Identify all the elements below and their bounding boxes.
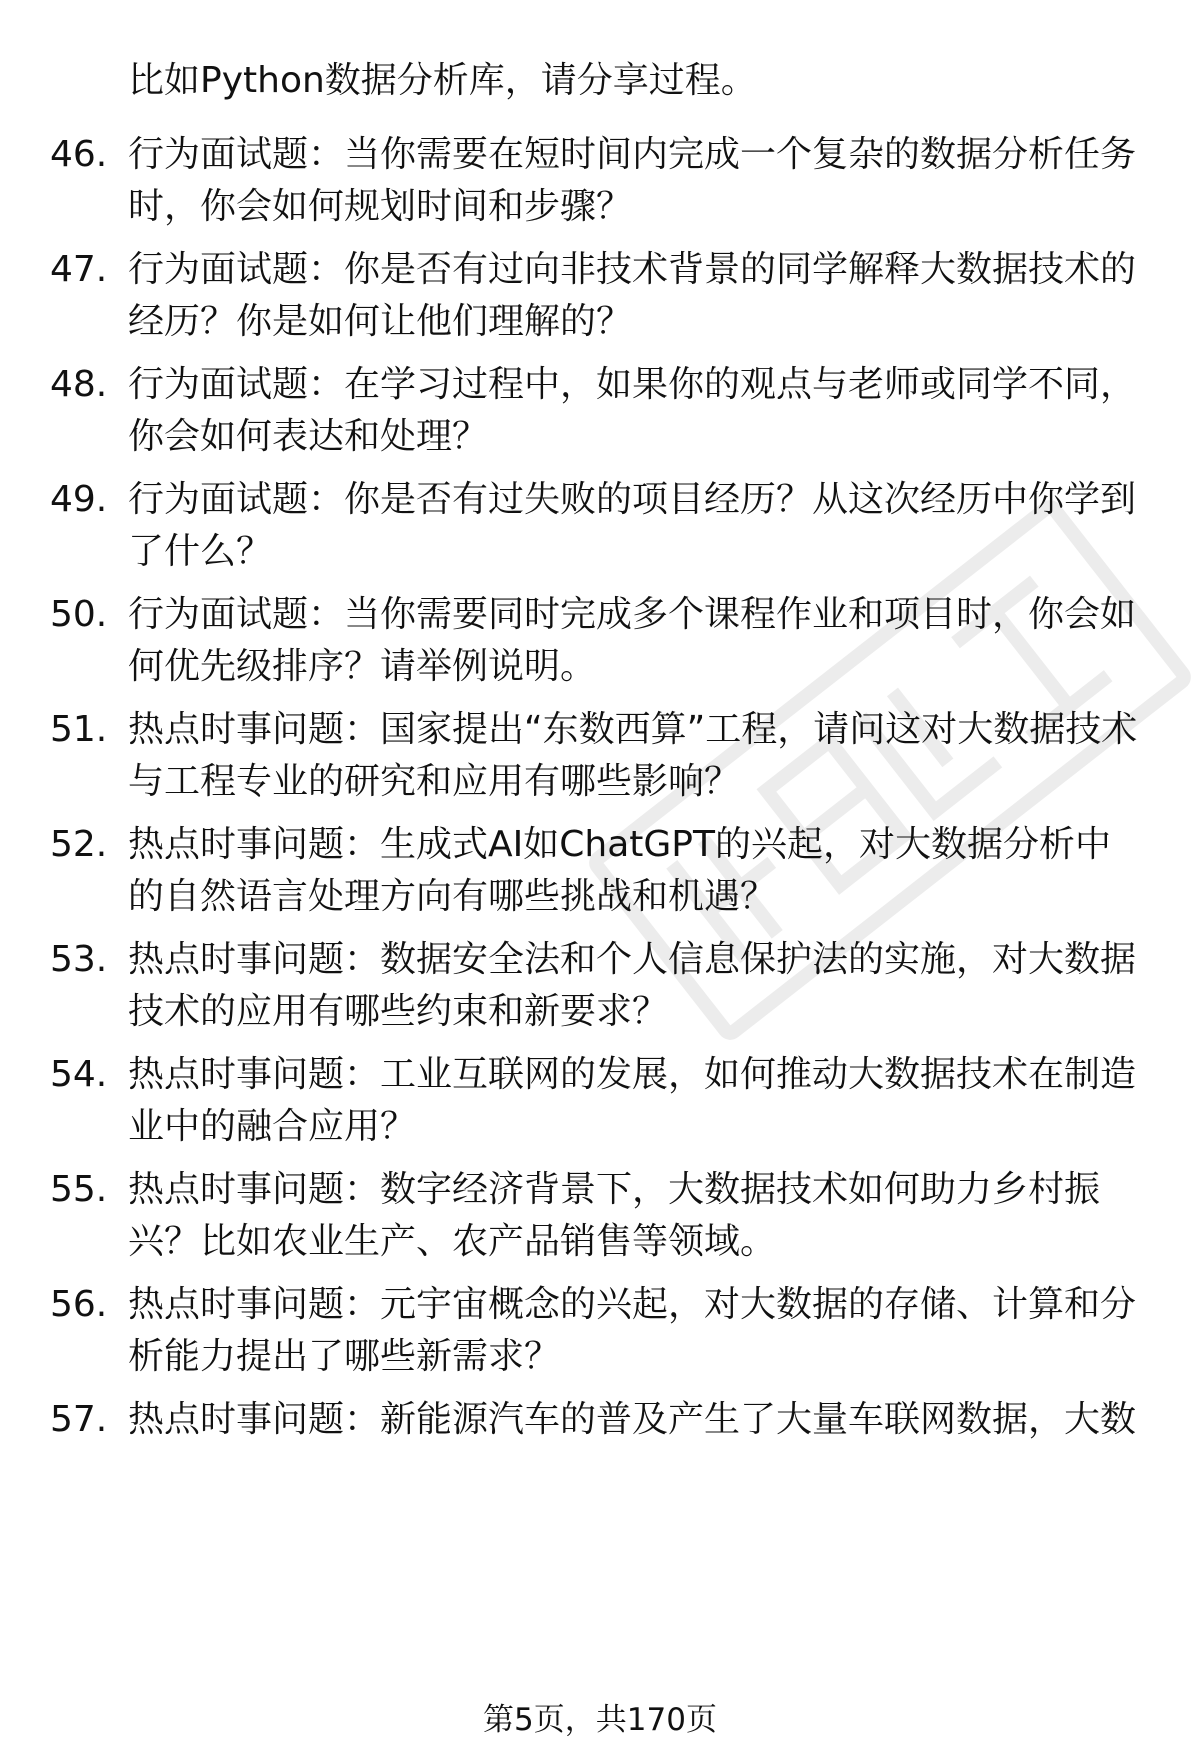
item-number: 55. [50, 1169, 108, 1210]
item-text: 热点时事问题：新能源汽车的普及产生了大量车联网数据，大数 [128, 1399, 1137, 1440]
item-number: 49. [50, 479, 108, 520]
item-number: 53. [50, 939, 108, 980]
list-item [50, 244, 1140, 348]
item-number: 54. [50, 1054, 108, 1095]
list-item [50, 819, 1140, 923]
list-item [50, 1394, 1140, 1446]
item-text: 行为面试题：当你需要同时完成多个课程作业和项目时，你会如何优先级排序？请举例说明。 [128, 594, 1137, 687]
list-item [50, 1279, 1140, 1383]
item-text: 行为面试题：你是否有过向非技术背景的同学解释大数据技术的经历？你是如何让他们理解的？ [128, 249, 1137, 342]
list-item [50, 934, 1140, 1038]
item-number: 51. [50, 709, 108, 750]
list-item [50, 589, 1140, 693]
page-footer: 第5页，共170页 [483, 1702, 717, 1738]
item-text: 热点时事问题：生成式AI如ChatGPT的兴起，对大数据分析中的自然语言处理方向有哪些挑战和机遇？ [128, 824, 1111, 917]
item-text: 热点时事问题：工业互联网的发展，如何推动大数据技术在制造业中的融合应用？ [128, 1054, 1137, 1147]
item-text: 行为面试题：你是否有过失败的项目经历？从这次经历中你学到了什么？ [128, 479, 1137, 572]
item-text: 热点时事问题：国家提出“东数西算”工程，请问这对大数据技术与工程专业的研究和应用有哪些影响？ [128, 709, 1138, 802]
list-item [50, 474, 1140, 578]
list-item [50, 1049, 1140, 1153]
list-item [50, 1164, 1140, 1268]
item-number: 50. [50, 594, 108, 635]
item-number: 57. [50, 1399, 108, 1440]
item-text: 行为面试题：在学习过程中，如果你的观点与老师或同学不同，你会如何表达和处理？ [128, 364, 1137, 457]
item-number: 48. [50, 364, 108, 405]
continuation-line: 比如Python数据分析库，请分享过程。 [128, 60, 757, 101]
item-text: 热点时事问题：数字经济背景下，大数据技术如何助力乡村振兴？比如农业生产、农产品销售等领域。 [128, 1169, 1101, 1262]
item-number: 52. [50, 824, 108, 865]
list-item [50, 704, 1140, 808]
list-item [50, 359, 1140, 463]
item-text: 热点时事问题：数据安全法和个人信息保护法的实施，对大数据技术的应用有哪些约束和新要求？ [128, 939, 1137, 1032]
item-number: 47. [50, 249, 108, 290]
item-text: 行为面试题：当你需要在短时间内完成一个复杂的数据分析任务时，你会如何规划时间和步骤？ [128, 134, 1137, 227]
item-number: 46. [50, 134, 108, 175]
item-text: 热点时事问题：元宇宙概念的兴起，对大数据的存储、计算和分析能力提出了哪些新需求？ [128, 1284, 1137, 1377]
list-item [50, 129, 1140, 233]
item-number: 56. [50, 1284, 108, 1325]
